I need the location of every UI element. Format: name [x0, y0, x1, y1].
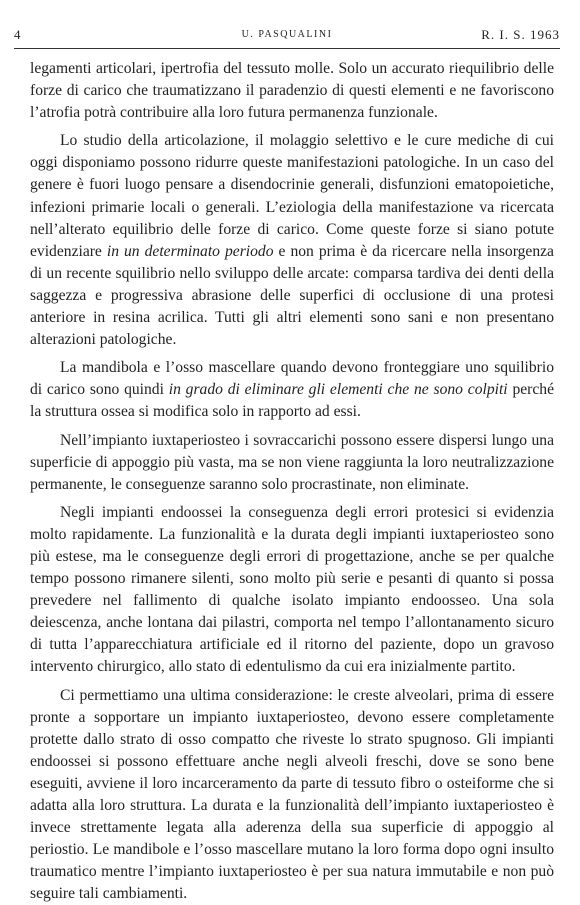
paragraph-text: Nell’impianto iuxtaperiosteo i sovraccarichi possono essere dispersi lungo una superficie di appoggio più vasta, ma se non viene raggiunta la loro neutralizzazione permanente, le conseguenze saranno solo procrastinate, non eliminate. [30, 431, 554, 493]
body-text [30, 58, 554, 905]
paragraph-text: perché la struttura ossea si modifica solo in rapporto ad essi. [30, 381, 554, 421]
paragraph-text: legamenti articolari, ipertrofia del tessuto molle. Solo un accurato riequilibrio delle forze di carico che traumatizzano il paradenzio di questi elementi e ne favoriscono l’atrofia potrà contribuire alla loro futura permanenza funzionale. [30, 60, 554, 122]
running-head-journal: R. I. S. 1963 [481, 27, 560, 42]
paragraph-text: e non prima è da ricercare nella insorgenza di un recente squilibrio nello sviluppo delle arcate: comparsa tardiva dei denti della saggezza e progressiva abrasione delle superfici di occlusione di una protesi anteriore in resina acrilica. Tutti gli altri elementi sono sani e non presentano alterazioni patologiche. [30, 242, 554, 349]
paragraph-continued [30, 58, 554, 124]
paragraph-text: Negli impianti endoossei la conseguenza degli errori protesici si evidenzia molto rapidamente. La funzionalità e la durata degli impianti iuxtaperiosteo sono più estese, ma le conseguenze degli errori di progettazione, anche se per qualche tempo possono rimanere silenti, sono molto più serie e pesanti di quanto si possa prevedere nel fallimento di qualche isolato impianto endoosseo. Una sola deiescenza, anche lontana dai pilastri, comporta nel tempo l’allontanamento sicuro di tutta l’apparecchiatura artificiale ed il ritorno del paziente, dopo un gravoso intervento chirurgico, allo stato di edentulismo da cui era inizialmente partito. [30, 503, 554, 676]
paragraph [30, 130, 554, 351]
paragraph [30, 430, 554, 496]
paragraph [30, 357, 554, 423]
italic-phrase: in grado di eliminare gli elementi che ne sono colpiti [168, 381, 508, 399]
paragraph-text: Lo studio della articolazione, il molaggio selettivo e le cure mediche di cui oggi disponiamo possono ridurre queste manifestazioni patologiche. In un caso del genere è fuori luogo pensare a disendocrinie generali, disfunzioni ematopoietiche, infezioni primarie locali o generali. L’eziologia della manifestazione va ricercata nell’alterato equilibrio delle forze di carico. Come queste forze si siano potute evidenziare [30, 132, 554, 260]
paragraph [30, 502, 554, 679]
italic-phrase: in un determinato periodo [106, 242, 274, 260]
paragraph-text: La mandibola e l’osso mascellare quando devono fronteggiare uno squilibrio di carico sono quindi [30, 359, 554, 399]
page-number: 4 [14, 27, 21, 42]
paragraph-text: Ci permettiamo una ultima considerazione: le creste alveolari, prima di essere pronte a sopportare un impianto iuxtaperiosteo, devono essere completamente protette dallo strato di osso compatto che riveste lo strato spugnoso. Gli impianti endoossei si possono effettuare anche negli alveoli freschi, dove se sono bene eseguiti, avviene il loro incarceramento da parte di tessuto fibro o osteiforme che si adatta alla loro struttura. La durata e la funzionalità dell’impianto iuxtaperiosteo è invece strettamente legata alla aderenza della sua superficie di appoggio al periostio. Le mandibole e l’osso mascellare mutano la loro forma dopo ogni insulto traumatico mentre l’impianto iuxtaperiosteo è per sua natura immutabile e non può seguire tali cambiamenti. [30, 686, 554, 903]
header-rule [14, 48, 560, 49]
running-head [14, 26, 560, 44]
running-head-author: U. PASQUALINI [241, 29, 333, 40]
